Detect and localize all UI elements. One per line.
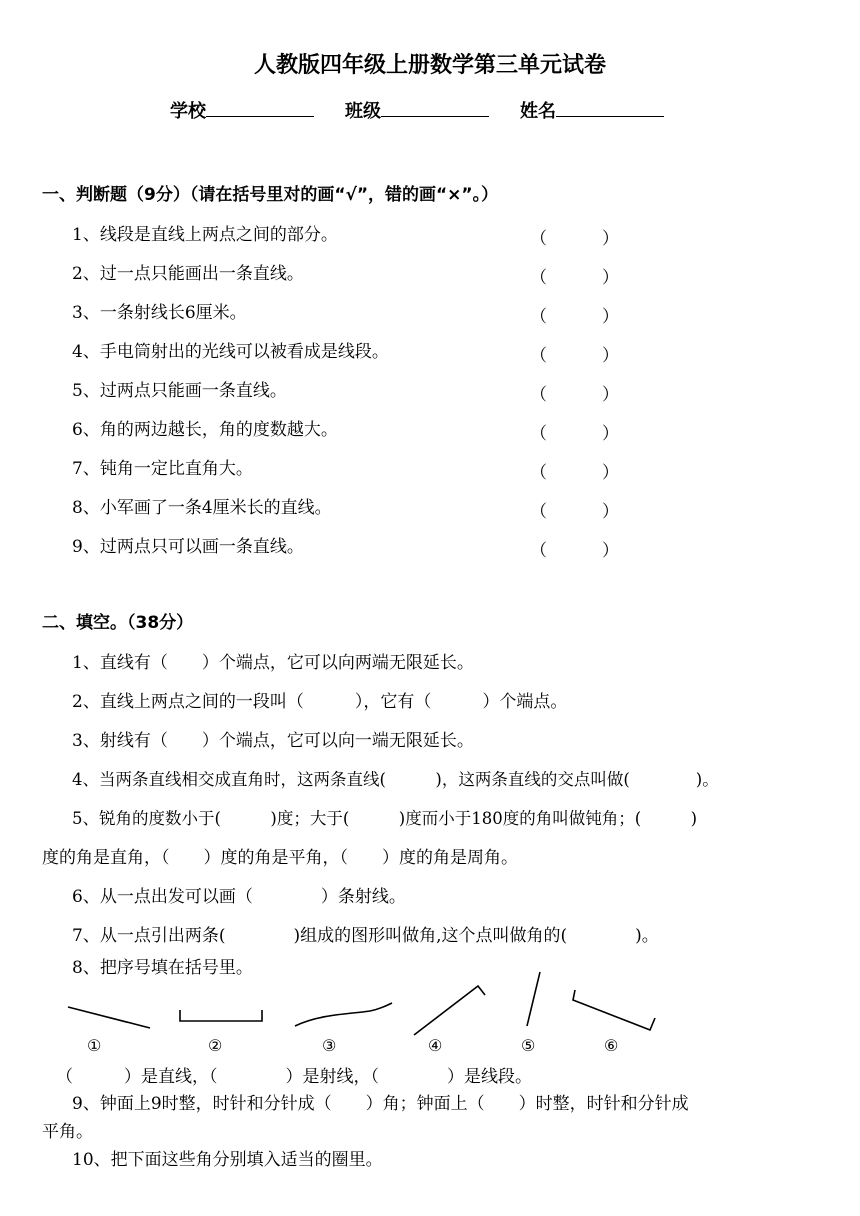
fill-question-6[interactable]: 6、从一点出发可以画（ ）条射线。: [72, 887, 406, 907]
fill-question-9-line1[interactable]: 9、钟面上9时整，时针和分针成（ ）角；钟面上（ ）时整，时针和分针成: [72, 1094, 689, 1114]
answer-paren-open[interactable]: （: [530, 346, 547, 366]
judgement-item: 4、手电筒射出的光线可以被看成是线段。: [72, 342, 389, 362]
figure-label: ⑥: [604, 1036, 619, 1055]
fill-question-8: 8、把序号填在括号里。: [72, 958, 253, 978]
answer-paren-open[interactable]: （: [530, 307, 547, 327]
figure-label: ③: [322, 1036, 337, 1055]
answer-paren-close[interactable]: ）: [602, 229, 619, 249]
answer-paren-close[interactable]: ）: [602, 502, 619, 522]
section1-heading: 一、判断题（9分）（请在括号里对的画“√”，错的画“×”。）: [42, 185, 499, 205]
judgement-item: 5、过两点只能画一条直线。: [72, 381, 287, 401]
answer-paren-close[interactable]: ）: [602, 268, 619, 288]
page-title: 人教版四年级上册数学第三单元试卷: [253, 53, 606, 78]
figure-label: ②: [208, 1036, 223, 1055]
judgement-item: 1、线段是直线上两点之间的部分。: [72, 225, 338, 245]
answer-paren-close[interactable]: ）: [602, 424, 619, 444]
fill-question-4[interactable]: 4、当两条直线相交成直角时，这两条直线( )，这两条直线的交点叫做( )。: [72, 770, 719, 789]
answer-paren-open[interactable]: （: [530, 424, 547, 444]
figure-6-segment: [573, 990, 655, 1030]
figure-2-segment: [180, 1010, 262, 1021]
answer-paren-close[interactable]: ）: [602, 385, 619, 405]
fill-question-3[interactable]: 3、射线有（ ）个端点，它可以向一端无限延长。: [72, 731, 474, 751]
figure-1-line: [68, 1007, 150, 1028]
answer-paren-open[interactable]: （: [530, 502, 547, 522]
figure-label: ⑤: [521, 1036, 536, 1055]
fill-question-10: 10、把下面这些角分别填入适当的圈里。: [72, 1150, 383, 1170]
answer-paren-open[interactable]: （: [530, 268, 547, 288]
judgement-item: 8、小军画了一条4厘米长的直线。: [72, 498, 332, 518]
answer-paren-close[interactable]: ）: [602, 346, 619, 366]
figure-4-ray: [414, 986, 485, 1035]
fill-question-2[interactable]: 2、直线上两点之间的一段叫（ ），它有（ ）个端点。: [72, 692, 568, 712]
fill-question-8-answer[interactable]: （ ）是直线，（ ）是射线，（ ）是线段。: [56, 1067, 532, 1087]
figure-label: ④: [428, 1036, 443, 1055]
answer-paren-open[interactable]: （: [530, 541, 547, 561]
judgement-item: 7、钝角一定比直角大。: [72, 459, 253, 479]
name-label: 姓名: [520, 101, 556, 122]
fill-question-5-line2[interactable]: 度的角是直角，（ ）度的角是平角，（ ）度的角是周角。: [42, 848, 518, 868]
fill-question-5-line1[interactable]: 5、锐角的度数小于( )度；大于( )度而小于180度的角叫做钝角；( ): [72, 809, 698, 828]
answer-paren-open[interactable]: （: [530, 463, 547, 483]
answer-paren-close[interactable]: ）: [602, 463, 619, 483]
school-label: 学校: [170, 101, 206, 122]
fill-question-9-line2: 平角。: [42, 1122, 93, 1142]
class-label: 班级: [345, 101, 381, 122]
judgement-item: 6、角的两边越长，角的度数越大。: [72, 420, 338, 440]
answer-paren-close[interactable]: ）: [602, 307, 619, 327]
figure-label: ①: [87, 1036, 102, 1055]
answer-paren-open[interactable]: （: [530, 229, 547, 249]
judgement-item: 3、一条射线长6厘米。: [72, 303, 247, 323]
fill-question-1[interactable]: 1、直线有（ ）个端点，它可以向两端无限延长。: [72, 653, 474, 673]
fill-question-7[interactable]: 7、从一点引出两条( )组成的图形叫做角,这个点叫做角的( )。: [72, 926, 659, 946]
answer-paren-open[interactable]: （: [530, 385, 547, 405]
figure-5-line: [527, 972, 540, 1026]
judgement-item: 2、过一点只能画出一条直线。: [72, 264, 304, 284]
judgement-item: 9、过两点只可以画一条直线。: [72, 537, 304, 557]
figure-3-curve: [295, 1003, 392, 1026]
section2-heading: 二、填空。（38分）: [42, 613, 194, 633]
answer-paren-close[interactable]: ）: [602, 541, 619, 561]
